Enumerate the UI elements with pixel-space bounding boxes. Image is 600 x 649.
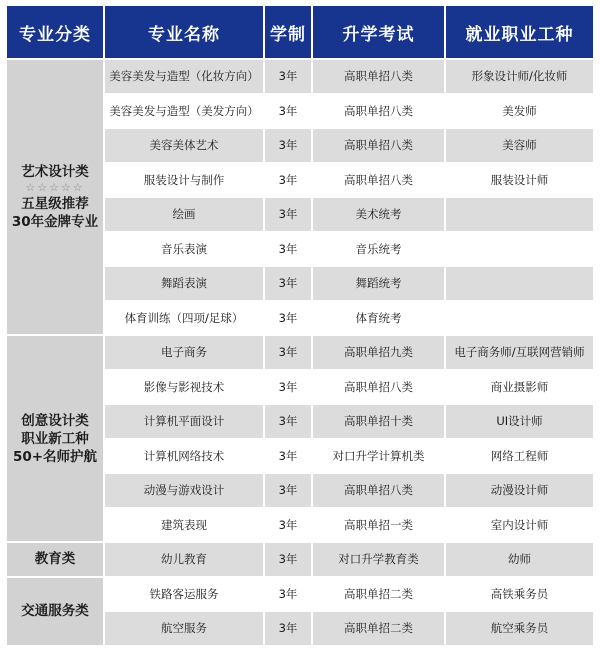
exam-cell: 高职单招八类 [313, 129, 444, 162]
career-cell: 服装设计师 [446, 164, 593, 197]
major-name-cell: 铁路客运服务 [105, 578, 263, 611]
exam-cell: 高职单招八类 [313, 60, 444, 93]
category-subtitle: 50+名师护航 [12, 448, 98, 465]
duration-cell: 3年 [265, 60, 311, 93]
exam-cell: 高职单招八类 [313, 95, 444, 128]
table-row [7, 543, 593, 576]
duration-cell: 3年 [265, 440, 311, 473]
major-name-cell: 计算机网络技术 [105, 440, 263, 473]
major-name-cell: 绘画 [105, 198, 263, 231]
major-name-cell: 体育训练（四项/足球） [105, 302, 263, 335]
header-duration: 学制 [265, 6, 311, 58]
major-name-cell: 航空服务 [105, 612, 263, 645]
exam-cell: 高职单招八类 [313, 371, 444, 404]
category-cell-education [7, 543, 103, 576]
header-career: 就业职业工种 [446, 6, 593, 58]
career-cell [446, 302, 593, 335]
duration-cell: 3年 [265, 371, 311, 404]
career-cell: 电子商务师/互联网营销师 [446, 336, 593, 369]
table-row [7, 336, 593, 369]
exam-cell: 体育统考 [313, 302, 444, 335]
major-name-cell: 音乐表演 [105, 233, 263, 266]
category-subtitle: 30年金牌专业 [11, 214, 99, 230]
exam-cell: 高职单招十类 [313, 405, 444, 438]
major-name-cell: 服装设计与制作 [105, 164, 263, 197]
major-name-cell: 影像与影视技术 [105, 371, 263, 404]
major-name-cell: 电子商务 [105, 336, 263, 369]
duration-cell: 3年 [265, 578, 311, 611]
career-cell: UI设计师 [446, 405, 593, 438]
career-cell [446, 233, 593, 266]
duration-cell: 3年 [265, 164, 311, 197]
duration-cell: 3年 [265, 474, 311, 507]
major-name-cell: 幼儿教育 [105, 543, 263, 576]
career-cell: 动漫设计师 [446, 474, 593, 507]
career-cell [446, 198, 593, 231]
duration-cell: 3年 [265, 612, 311, 645]
table-row [7, 578, 593, 611]
exam-cell: 高职单招八类 [313, 164, 444, 197]
career-cell: 航空乘务员 [446, 612, 593, 645]
duration-cell: 3年 [265, 302, 311, 335]
major-name-cell: 计算机平面设计 [105, 405, 263, 438]
category-cell-creative-design [7, 336, 103, 541]
category-cell-art-design [7, 60, 103, 334]
exam-cell: 音乐统考 [313, 233, 444, 266]
duration-cell: 3年 [265, 198, 311, 231]
exam-cell: 舞蹈统考 [313, 267, 444, 300]
header-exam: 升学考试 [313, 6, 444, 58]
duration-cell: 3年 [265, 129, 311, 162]
header-major-name: 专业名称 [105, 6, 263, 58]
exam-cell: 高职单招八类 [313, 474, 444, 507]
header-row [7, 6, 593, 58]
major-table-container [5, 4, 595, 645]
five-stars-icon: ☆☆☆☆☆ [25, 181, 85, 194]
category-cell-transport-service [7, 578, 103, 645]
career-cell: 形象设计师/化妆师 [446, 60, 593, 93]
category-title: 艺术设计类 [21, 164, 89, 180]
major-name-cell: 建筑表现 [105, 509, 263, 542]
category-title: 创意设计类 [21, 412, 89, 429]
duration-cell: 3年 [265, 543, 311, 576]
career-cell: 高铁乘务员 [446, 578, 593, 611]
exam-cell: 高职单招一类 [313, 509, 444, 542]
duration-cell: 3年 [265, 233, 311, 266]
career-cell: 美容师 [446, 129, 593, 162]
table-row [7, 60, 593, 93]
career-cell: 幼师 [446, 543, 593, 576]
major-name-cell: 美容美发与造型（化妆方向） [105, 60, 263, 93]
exam-cell: 高职单招二类 [313, 578, 444, 611]
category-title: 教育类 [34, 551, 76, 568]
career-cell [446, 267, 593, 300]
category-subtitle: 五星级推荐 [21, 196, 89, 212]
category-title: 交通服务类 [21, 603, 89, 619]
major-name-cell: 动漫与游戏设计 [105, 474, 263, 507]
exam-cell: 美术统考 [313, 198, 444, 231]
career-cell: 网络工程师 [446, 440, 593, 473]
duration-cell: 3年 [265, 267, 311, 300]
career-cell: 室内设计师 [446, 509, 593, 542]
exam-cell: 对口升学计算机类 [313, 440, 444, 473]
category-subtitle: 职业新工种 [21, 430, 89, 447]
career-cell: 商业摄影师 [446, 371, 593, 404]
duration-cell: 3年 [265, 336, 311, 369]
career-cell: 美发师 [446, 95, 593, 128]
major-table [5, 4, 595, 647]
major-name-cell: 舞蹈表演 [105, 267, 263, 300]
duration-cell: 3年 [265, 405, 311, 438]
duration-cell: 3年 [265, 509, 311, 542]
major-name-cell: 美容美体艺术 [105, 129, 263, 162]
exam-cell: 对口升学教育类 [313, 543, 444, 576]
exam-cell: 高职单招九类 [313, 336, 444, 369]
duration-cell: 3年 [265, 95, 311, 128]
major-name-cell: 美容美发与造型（美发方向） [105, 95, 263, 128]
header-category: 专业分类 [7, 6, 103, 58]
exam-cell: 高职单招二类 [313, 612, 444, 645]
